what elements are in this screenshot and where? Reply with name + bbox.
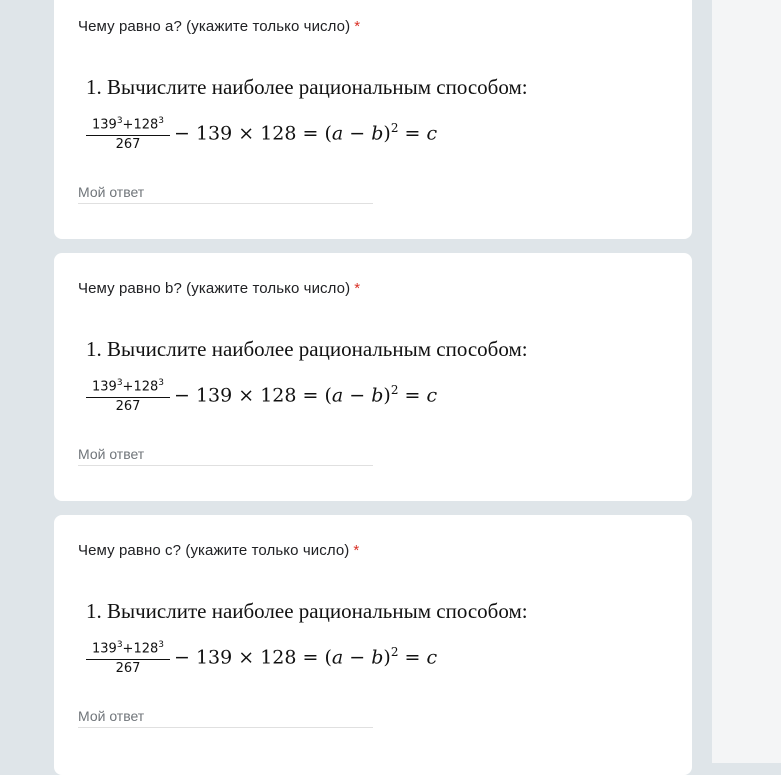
answer-input[interactable] bbox=[78, 705, 373, 728]
problem-heading: 1. Вычислите наиболее рациональным способом: bbox=[86, 599, 528, 623]
question-title-text: Чему равно b? (укажите только число) bbox=[78, 280, 351, 297]
problem-heading: 1. Вычислите наиболее рациональным способом: bbox=[86, 75, 528, 99]
fraction-denominator: 267 bbox=[115, 399, 141, 415]
question-title bbox=[78, 280, 360, 297]
question-title-text: Чему равно a? (укажите только число) bbox=[78, 18, 351, 35]
page-side-strip bbox=[712, 0, 781, 763]
answer-input[interactable] bbox=[78, 443, 373, 466]
formula-rest: − $139 \times 128 = (a - b)^2 = c$ bbox=[174, 383, 438, 407]
fraction-numerator: $139^3+128^3$ bbox=[86, 113, 170, 136]
question-card-a bbox=[54, 0, 692, 239]
required-asterisk: * bbox=[354, 18, 361, 35]
question-title bbox=[78, 542, 359, 559]
fraction bbox=[86, 637, 170, 678]
fraction-denominator: 267 bbox=[115, 137, 141, 153]
problem-image bbox=[86, 337, 546, 429]
question-title-text: Чему равно c? (укажите только число) bbox=[78, 542, 350, 559]
fraction bbox=[86, 375, 170, 416]
problem-image bbox=[86, 599, 546, 691]
question-card-c bbox=[54, 515, 692, 775]
question-card-b bbox=[54, 253, 692, 501]
required-asterisk: * bbox=[353, 542, 360, 559]
fraction-numerator: $139^3+128^3$ bbox=[86, 637, 170, 660]
required-asterisk: * bbox=[354, 280, 361, 297]
fraction-numerator: $139^3+128^3$ bbox=[86, 375, 170, 398]
answer-input[interactable] bbox=[78, 181, 373, 204]
formula-rest: − $139 \times 128 = (a - b)^2 = c$ bbox=[174, 645, 438, 669]
fraction bbox=[86, 113, 170, 154]
problem-heading: 1. Вычислите наиболее рациональным способом: bbox=[86, 337, 528, 361]
question-title bbox=[78, 18, 360, 35]
formula-rest: − $139 \times 128 = (a - b)^2 = c$ bbox=[174, 121, 438, 145]
fraction-denominator: 267 bbox=[115, 661, 141, 677]
problem-image bbox=[86, 75, 546, 167]
